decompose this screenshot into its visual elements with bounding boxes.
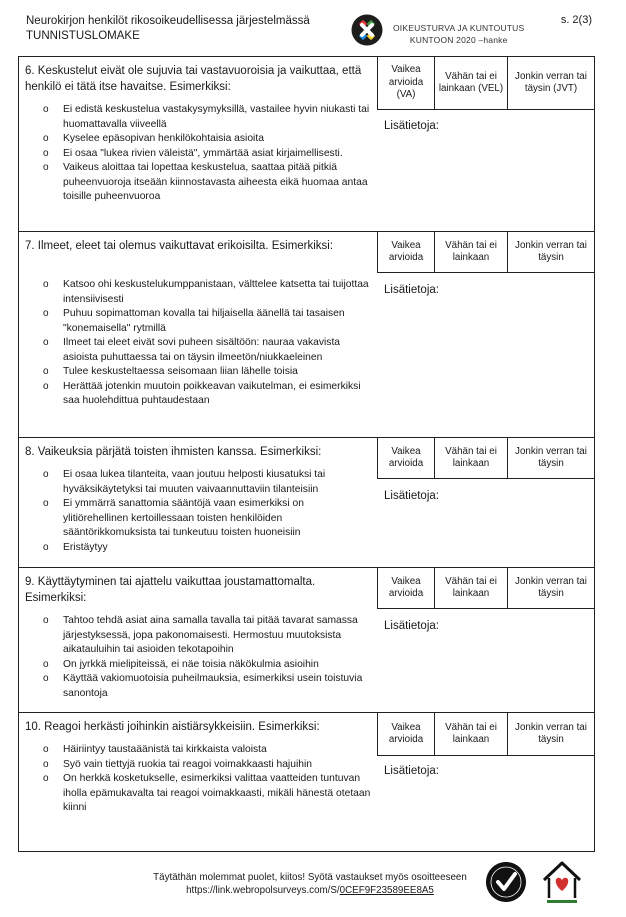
- option-somewhat-or-fully[interactable]: Jonkin verran tai täysin: [507, 232, 594, 272]
- list-item: o Syö vain tiettyjä ruokia tai reagoi voimakkaasti hajuihin: [41, 758, 371, 773]
- examples-list-10: [41, 743, 371, 816]
- option-difficult-to-assess[interactable]: Vaikea arvioida: [377, 713, 434, 755]
- question-8: 8. Vaikeuksia pärjätä toisten ihmisten kanssa. Esimerkiksi:: [25, 446, 322, 458]
- section-6: [19, 57, 594, 232]
- list-item: o Ei edistä keskustelua vastakysymyksillä, vastailee hyvin niukasti tai huomattavalla viiveellä: [41, 103, 371, 132]
- rating-options-9: [377, 568, 594, 609]
- project-logo-icon: [351, 14, 383, 46]
- examples-list-8: [41, 468, 371, 555]
- question-7: 7. Ilmeet, eleet tai olemus vaikuttavat erikoisilta. Esimerkiksi:: [25, 240, 334, 252]
- option-somewhat-or-fully[interactable]: Jonkin verran tai täysin: [507, 438, 594, 478]
- section-9: [19, 568, 594, 713]
- list-item: o Ei osaa "lukea rivien väleistä", ymmärtää asiat kirjaimellisesti.: [41, 147, 371, 162]
- option-somewhat-or-fully[interactable]: Jonkin verran tai täysin: [507, 568, 594, 608]
- list-item: o On herkkä kosketukselle, esimerkiksi valittaa vaatteiden tuntuvan iholla epämukavalta tai reagoi voimakkaasti, mikäli hänestä otetaan kiinni: [41, 772, 371, 816]
- survey-link[interactable]: https://link.webropolsurveys.com/S/0CEF9F23589EE8A5: [186, 885, 434, 896]
- section-7: [19, 232, 594, 438]
- question-9: 9. Käyttäytyminen tai ajattelu vaikuttaa joustamattomalta. Esimerkiksi:: [25, 576, 316, 604]
- question-10: 10. Reagoi herkästi joihinkin aistiärsykkeisiin. Esimerkiksi:: [25, 721, 320, 733]
- document-title: Neurokirjon henkilöt rikosoikeudellisessa järjestelmässä: [26, 15, 310, 27]
- section-8: [19, 438, 594, 568]
- footer-instruction: Täytäthän molemmat puolet, kiitos! Syötä vastaukset myös osoitteeseen: [153, 872, 467, 883]
- option-difficult-to-assess[interactable]: Vaikea arvioida (VA): [377, 57, 434, 109]
- option-little-or-none[interactable]: Vähän tai ei lainkaan: [434, 438, 507, 478]
- list-item: o On jyrkkä mielipiteissä, ei näe toisia näkökulmia asioihin: [41, 658, 371, 673]
- rating-options-6: [377, 57, 594, 110]
- examples-list-6: [41, 103, 371, 205]
- question-6: 6. Keskustelut eivät ole sujuvia tai vastavuoroisia ja vaikuttaa, että henkilö ei tätä itse havaitse. Esimerkiksi:: [25, 65, 362, 93]
- project-name: OIKEUSTURVA JA KUNTOUTUS KUNTOON 2020 –hanke: [393, 23, 525, 45]
- list-item: o Häiriintyy taustaäänistä tai kirkkaista valoista: [41, 743, 371, 758]
- list-item: o Kyselee epäsopivan henkilökohtaisia asioita: [41, 132, 371, 147]
- list-item: o Tulee keskusteltaessa seisomaan liian lähelle toisia: [41, 365, 371, 380]
- document-header: [26, 14, 310, 44]
- certification-badge-icon: [486, 862, 526, 902]
- footer-note: [130, 871, 490, 897]
- additional-info-label-9[interactable]: Lisätietoja:: [384, 620, 439, 632]
- rating-options-8: [377, 438, 594, 479]
- list-item: o Ilmeet tai eleet eivät sovi puheen sisältöön: nauraa vakavista asioista puhuttaessa tai on täysin ilmeetön/niukkaeleinen: [41, 336, 371, 365]
- page-number: s. 2(3): [560, 14, 592, 26]
- list-item: o Ei ymmärrä sanattomia sääntöjä vaan esimerkiksi on ylitiörehellinen kertoillessaan toisten henkilöiden sääntörikkomuksista tai tunkeutuu toisten huoneisiin: [41, 497, 371, 541]
- list-item: o Puhuu sopimattoman kovalla tai hiljaisella äänellä tai tasaisen "konemaisella" rytmillä: [41, 307, 371, 336]
- option-little-or-none[interactable]: Vähän tai ei lainkaan: [434, 713, 507, 755]
- option-little-or-none[interactable]: Vähän tai ei lainkaan: [434, 232, 507, 272]
- additional-info-label-10[interactable]: Lisätietoja:: [384, 765, 439, 777]
- list-item: o Vaikeus aloittaa tai lopettaa keskustelua, saattaa pitää pitkiä puheenvuoroja itseään kiinnostavasta aiheesta eikä huomaa antaa toisille puheenvuoroa: [41, 161, 371, 205]
- additional-info-label-8[interactable]: Lisätietoja:: [384, 490, 439, 502]
- list-item: o Käyttää vakiomuotoisia puheilmauksia, esimerkiksi usein toistuvia sanontoja: [41, 672, 371, 701]
- option-difficult-to-assess[interactable]: Vaikea arvioida: [377, 438, 434, 478]
- option-little-or-none[interactable]: Vähän tai ei lainkaan: [434, 568, 507, 608]
- section-10: [19, 713, 594, 851]
- list-item: o Katsoo ohi keskustelukumppanistaan, välttelee katsetta tai tuijottaa intensiivisesti: [41, 278, 371, 307]
- option-difficult-to-assess[interactable]: Vaikea arvioida: [377, 232, 434, 272]
- examples-list-9: [41, 614, 371, 701]
- assessment-form: [18, 56, 595, 852]
- option-difficult-to-assess[interactable]: Vaikea arvioida: [377, 568, 434, 608]
- list-item: o Tahtoo tehdä asiat aina samalla tavalla tai pitää tavarat samassa järjestyksessä, jopa pakonomaisesti. Hermostuu muutoksista aikatauluihin tai asioiden tekotapoihin: [41, 614, 371, 658]
- examples-list-7: [41, 278, 371, 409]
- additional-info-label-7[interactable]: Lisätietoja:: [384, 284, 439, 296]
- list-item: o Herättää jotenkin muutoin poikkeavan vaikutelman, ei esimerkiksi saa huolehdittua puhtaudestaan: [41, 380, 371, 409]
- rating-options-10: [377, 713, 594, 756]
- document-subtitle: TUNNISTUSLOMAKE: [26, 30, 140, 42]
- option-somewhat-or-fully[interactable]: Jonkin verran tai täysin: [507, 713, 594, 755]
- list-item: o Ei osaa lukea tilanteita, vaan joutuu helposti kiusatuksi tai hyväksikäytetyksi tai muuten vaivaannuttaviin tilanteisiin: [41, 468, 371, 497]
- list-item: o Eristäytyy: [41, 541, 371, 556]
- additional-info-label-6[interactable]: Lisätietoja:: [384, 120, 439, 132]
- heart-house-logo-icon: [541, 858, 583, 906]
- option-somewhat-or-fully[interactable]: Jonkin verran tai täysin (JVT): [507, 57, 594, 109]
- option-little-or-none[interactable]: Vähän tai ei lainkaan (VEL): [434, 57, 507, 109]
- rating-options-7: [377, 232, 594, 273]
